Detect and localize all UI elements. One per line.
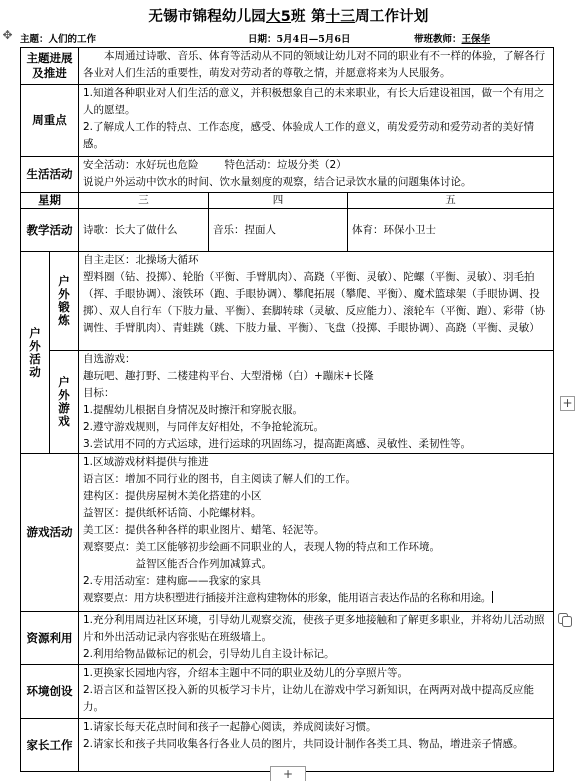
table-move-handle-icon[interactable]: ✥	[2, 28, 13, 42]
add-row-plus-icon[interactable]: +	[270, 766, 306, 781]
day-fri: 五	[348, 193, 554, 209]
outdoor-label: 户外活动	[29, 325, 41, 379]
play-line-6: 观察要点：美工区能够初步绘画不同职业的人，表现人物的特点和工作环境。	[83, 541, 440, 553]
play-line-2: 语言区：增加不同行业的图书，自主阅读了解人们的工作。	[83, 473, 356, 485]
parents-label: 家长工作	[21, 719, 79, 772]
focus-line-1: 1.知道各种职业对人们生活的意义，并积极想象自己的未来职业，有长大后建设祖国，做一个有用之人的愿望。	[83, 87, 545, 116]
play-line-3: 建构区：提供房屋树木美化搭建的小区	[83, 490, 262, 502]
outdoor-exercise-label: 户外锻炼	[58, 274, 70, 327]
parents-line-2: 2.请家长和孩子共同收集各行各业人员的图片，共同设计制作各类工具、物品，增进亲子情感。	[83, 738, 524, 750]
table-row	[21, 454, 554, 612]
table-row	[21, 48, 554, 85]
environment-label: 环境创设	[21, 665, 79, 719]
teacher-info: 带班教师：王保华	[414, 34, 491, 45]
parents-cell[interactable]	[79, 719, 554, 772]
table-row	[21, 252, 554, 351]
teaching-wed[interactable]: 诗歌：长大了做什么	[79, 209, 209, 252]
table-row	[21, 157, 554, 193]
table-row	[21, 85, 554, 157]
date-info: 日期：5月4日—5月6日	[248, 34, 351, 45]
games-line-1: 自选游戏：	[83, 353, 136, 365]
add-column-plus-icon[interactable]: +	[560, 396, 575, 411]
life-label: 生活活动	[21, 157, 79, 193]
play-line-7: 益智区能否合作列加减算式。	[135, 558, 272, 570]
games-line-5: 2.遵守游戏规则，与同伴友好相处，不争抢轮流玩。	[83, 421, 325, 433]
focus-label: 周重点	[21, 85, 79, 157]
environment-line-2: 2.语言区和益智区投入新的贝板学习卡片，让幼儿在游戏中学习新知识，在两两对战中提高反应能力。	[83, 684, 535, 713]
outdoor-games-label-cell	[50, 351, 79, 454]
outdoor-exercise-label-cell	[50, 252, 79, 351]
table-row	[21, 193, 554, 209]
games-line-3: 目标：	[83, 387, 115, 399]
play-cell[interactable]	[79, 454, 554, 612]
table-row	[21, 665, 554, 719]
theme-progress-text: 本周通过诗歌、音乐、体育等活动从不同的领域让幼儿对不同的职业有不一样的体验，了解各行各业对人们生活的重要性，萌发对劳动者的尊敬之情，并愿意将来为人民服务。	[83, 50, 545, 79]
table-row	[21, 719, 554, 772]
parents-line-1: 1.请家长每天花点时间和孩子一起静心阅读，养成阅读好习惯。	[83, 721, 377, 733]
play-line-8: 2.专用活动室：建构廊——我家的家具	[83, 575, 262, 587]
weekday-label: 星期	[21, 193, 79, 209]
outdoor-games-label: 户外游戏	[58, 375, 70, 428]
teaching-fri[interactable]: 体育：环保小卫士	[348, 209, 554, 252]
life-cell[interactable]	[79, 157, 554, 193]
resources-label: 资源利用	[21, 612, 79, 665]
play-line-4: 益智区：提供纸杯话筒、小陀螺材料。	[83, 507, 262, 519]
outdoor-games-cell[interactable]	[79, 351, 554, 454]
theme-progress-label: 主题进展及推进	[21, 48, 79, 85]
safety-activity: 安全活动：水好玩也危险	[83, 159, 199, 171]
day-wed: 三	[79, 193, 209, 209]
play-line-5: 美工区：提供各种各样的职业图片、蜡笔、轻泥等。	[83, 524, 325, 536]
play-label: 游戏活动	[21, 454, 79, 612]
table-row	[21, 351, 554, 454]
outdoor-label-cell	[21, 252, 50, 454]
copy-icon[interactable]	[557, 612, 573, 628]
table-row	[21, 612, 554, 665]
text-cursor	[492, 591, 493, 603]
resources-line-1: 1.充分利用周边社区环境，引导幼儿观察交流，使孩子更多地接触和了解更多职业，并将幼儿活动照片和外出活动记录内容张贴在班级墙上。	[83, 614, 545, 643]
focus-cell[interactable]	[79, 85, 554, 157]
games-line-2: 趣玩吧、趣打野、二楼建构平台、大型滑梯（白）+蹦床+长隆	[83, 370, 374, 382]
environment-cell[interactable]	[79, 665, 554, 719]
outdoor-exercise-cell[interactable]	[79, 252, 554, 351]
feature-activity: 特色活动：垃圾分类（2）	[224, 159, 347, 171]
play-line-9: 观察要点：用方块积塑进行插接并注意构建物体的形象，能用语言表达作品的名称和用途。	[83, 592, 491, 604]
games-line-4: 1.提醒幼儿根据自身情况及时擦汗和穿脱衣服。	[83, 404, 304, 416]
weekly-plan-table	[20, 47, 554, 772]
table-row	[21, 209, 554, 252]
resources-line-2: 2.利用给物品做标记的机会，引导幼儿自主设计标记。	[83, 648, 335, 660]
theme-progress-cell[interactable]	[79, 48, 554, 85]
theme-info: 主题：人们的工作	[20, 34, 97, 45]
day-thu: 四	[209, 193, 348, 209]
life-line-2: 说说户外运动中饮水的时间、饮水量刻度的观察，结合记录饮水量的问题集体讨论。	[83, 176, 472, 188]
teaching-thu[interactable]: 音乐：捏面人	[209, 209, 348, 252]
games-line-6: 3.尝试用不同的方式运球，进行运球的巩固练习，提高距离感、灵敏性、柔韧性等。	[83, 438, 472, 450]
focus-line-2: 2.了解成人工作的特点、工作态度，感受、体验成人工作的意义，萌发爱劳动和爱劳动者的美好情感。	[83, 121, 535, 150]
teaching-label: 教学活动	[21, 209, 79, 252]
exercise-line-2: 塑料圈（钻、投掷）、轮胎（平衡、手臂肌肉）、高跷（平衡、灵敏）、陀螺（平衡、灵敏）、羽毛拍（挥、手眼协调）、滚铁环（跑、手眼协调）、攀爬拓展（攀爬、平衡）、魔术篮球架（手眼协调、投掷）、双人自行车（下肢力量、平衡）、套脚转球（灵敏、反应能力）、滚轮车（平衡、跑）、彩带（协调性、手臂肌肉）、青蛙跳（跳、下肢力量、平衡）、飞盘（投掷、手眼协调）、高跷（平衡、灵敏）	[83, 271, 545, 334]
resources-cell[interactable]	[79, 612, 554, 665]
play-line-1: 1.区域游戏材料提供与推进	[83, 456, 209, 468]
exercise-line-1: 自主走区：北操场大循环	[83, 254, 199, 266]
page-title: 无锡市锦程幼儿园大5班 第十三周工作计划	[148, 9, 429, 25]
environment-line-1: 1.更换家长园地内容，介绍本主题中不同的职业及幼儿的分享照片等。	[83, 667, 409, 679]
